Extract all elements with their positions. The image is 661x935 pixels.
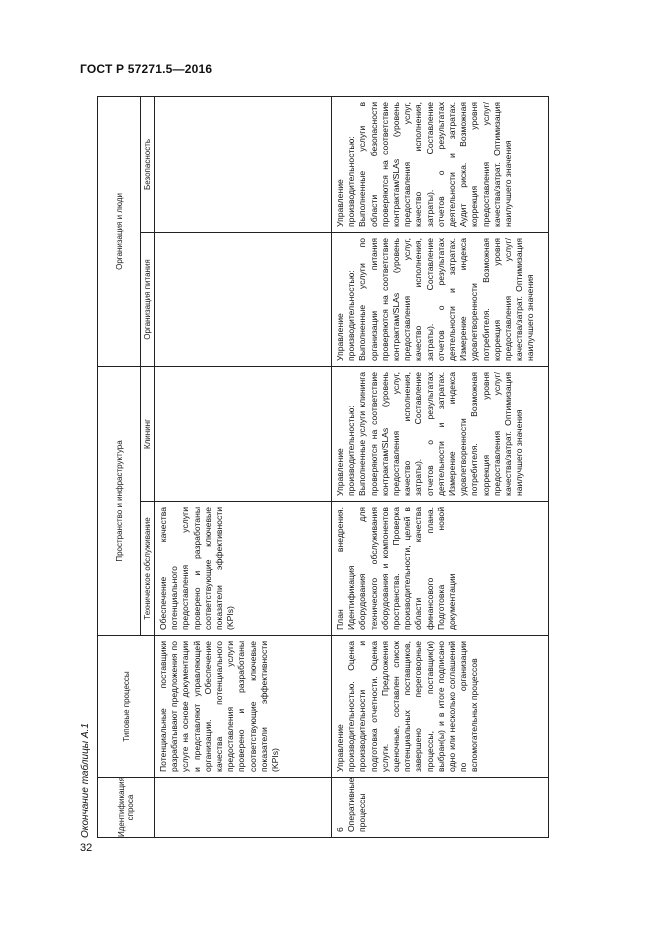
cell-maintenance: План внедрения. Идентификация оборудования для технического обслуживания оборудования и компонентов пространства. Проверка производительности, целей в области качества финансового плана. Подготовка новой документации: [332, 502, 549, 636]
cell-identification: [155, 778, 332, 838]
standard-code: ГОСТ Р 57271.5—2016: [80, 62, 213, 76]
rotated-table-container: [97, 97, 547, 838]
table-caption: Окончание таблицы А.1: [80, 723, 91, 838]
cell-security: Управление производительностью: Выполненные услуги в области безопасности проверяются на соответствие контрактам/SLAs (уровень предоставления услуг, качество исполнения, затраты). Составление отчетов о результатах деятельности и затратах. Аудит риска. Возможная коррекция уровня предоставления услуг/качества/затрат. Оптимизация наилучшего значения: [332, 96, 549, 232]
services-table: [97, 96, 549, 838]
cell-security: [155, 96, 332, 232]
header-identification: Идентификация спроса: [98, 778, 155, 838]
header-space-group: Пространство и инфраструктура: [98, 366, 141, 635]
cell-catering: [155, 232, 332, 366]
header-security: Безопасность: [141, 96, 155, 232]
table-row: [332, 96, 549, 837]
cell-identification: 6 Оперативные процессы: [332, 778, 549, 838]
page-number: 32: [80, 842, 93, 854]
cell-processes: Потенциальные поставщики разрабатывают предложения по услуге на основе документации и представляют управляющей организации. Обеспечение качества потенциального предоставления услуги проверено и разработаны соответствующие ключевые показатели эффективности (KPIs): [155, 636, 332, 778]
cell-catering: Управление производительностью: Выполненные услуги по организации питания проверяются на соответствие контрактам/SLAs (уровень предоставления услуг, качество исполнения, затраты). Составление отчетов о результатах деятельности и затратах. Измерение индекса удовлетворенности потребителя. Возможная коррекция уровня предоставления услуг/качества/затрат. Оптимизация наилучшего значения: [332, 232, 549, 366]
cell-maintenance: Обеспечение качества потенциального предоставления услуги проверено и разработаны соответствующие ключевые показатели эффективности (KPIs): [155, 502, 332, 636]
header-catering: Организация питания: [141, 232, 155, 366]
header-maintenance: Техническое обслуживание: [141, 502, 155, 636]
cell-cleaning: [155, 366, 332, 501]
cell-processes: Управление производительностью. Оценка производительности и подготовка отчетности. Оценка услуги. Предложения оценочные, составлен список потенциальных поставщиков, завершено переговорные процессы, поставщик(и) выбран(ы) и в итоге подписано одно или несколько соглашений по организации вспомогательных процессов: [332, 636, 549, 778]
header-processes: Типовые процессы: [98, 636, 155, 778]
table-row: [155, 96, 332, 837]
header-org-group: Организация и люди: [98, 96, 141, 366]
cell-cleaning: Управление производительностью: Выполненные услуги клининга проверяются на соответствие контрактам/SLAs (уровень предоставления услуг, качество исполнения, затраты). Составление отчетов о результатах деятельности и затратах. Измерение индекса удовлетворенности потребителя. Возможная коррекция уровня предоставления услуг/качества/затрат. Оптимизация наилучшего значения: [332, 366, 549, 501]
header-cleaning: Клининг: [141, 366, 155, 501]
